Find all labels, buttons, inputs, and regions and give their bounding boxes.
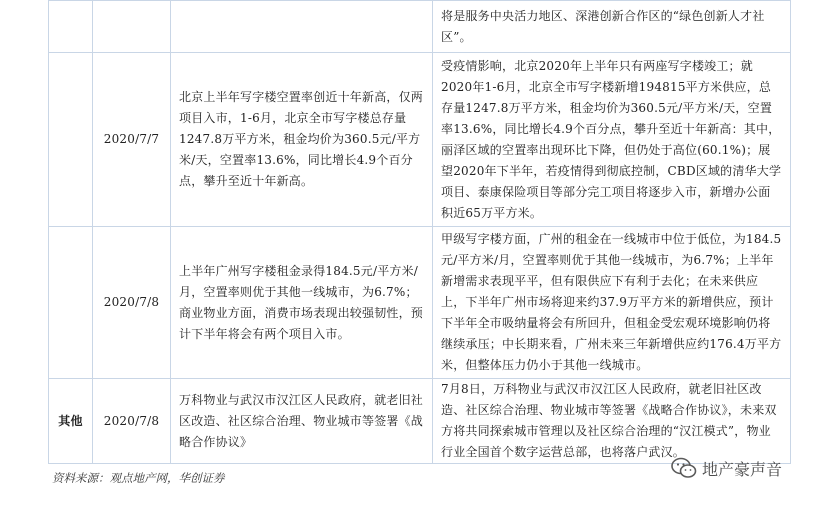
date-cell: 2020/7/8 (93, 227, 171, 379)
category-cell (49, 227, 93, 379)
table-row (49, 53, 791, 227)
date-cell (93, 1, 171, 53)
summary-cell: 万科物业与武汉市汉江区人民政府，就老旧社区改造、社区综合治理、物业城市等签署《战略合作协议》 (171, 379, 433, 464)
table-row (49, 1, 791, 53)
table-row (49, 227, 791, 379)
wechat-icon (670, 456, 698, 480)
date-cell: 2020/7/7 (93, 53, 171, 227)
category-cell: 其他 (49, 379, 93, 464)
summary-cell: 北京上半年写字楼空置率创近十年新高，仅两项目入市，1-6月，北京全市写字楼总存量1247.8万平方米，租金均价为360.5元/平方米/天，空置率13.6%，同比增长4.9个百分点，攀升至近十年新高。 (171, 53, 433, 227)
news-table (48, 0, 791, 464)
watermark (670, 456, 782, 480)
date-cell: 2020/7/8 (93, 379, 171, 464)
detail-cell: 受疫情影响，北京2020年上半年只有两座写字楼竣工；就2020年1-6月，北京全市写字楼新增194815平方米供应，总存量1247.8万平方米，租金均价为360.5元/平方米/天，空置率13.6%，同比增长4.9个百分点，攀升至近十年新高：其中，丽泽区域的空置率出现环比下降，但仍处于高位(60.1%)；展望2020年下半年，若疫情得到彻底控制，CBD区域的清华大学项目、泰康保险项目等部分完工项目将逐步入市，新增办公面积近65万平方米。 (433, 53, 791, 227)
table-row (49, 379, 791, 464)
detail-cell: 将是服务中央活力地区、深港创新合作区的“绿色创新人才社区”。 (433, 1, 791, 53)
category-cell (49, 53, 93, 227)
summary-cell: 上半年广州写字楼租金录得184.5元/平方米/月，空置率则优于其他一线城市，为6.7%；商业物业方面，消费市场表现出较强韧性，预计下半年将会有两个项目入市。 (171, 227, 433, 379)
source-note: 资料来源：观点地产网，华创证券 (52, 471, 225, 485)
category-cell (49, 1, 93, 53)
detail-cell: 7月8日，万科物业与武汉市汉江区人民政府，就老旧社区改造、社区综合治理、物业城市等签署《战略合作协议》，未来双方将共同探索城市管理以及社区综合治理的“汉江模式”，物业行业全国首个数字运营总部，也将落户武汉。 (433, 379, 791, 464)
watermark-text: 地产豪声音 (702, 459, 783, 479)
detail-cell: 甲级写字楼方面，广州的租金在一线城市中位于低位，为184.5元/平方米/月，空置率则优于其他一线城市，为6.7%；上半年新增需求表现平平，但有限供应下有利于去化；在未来供应上，下半年广州市场将迎来约37.9万平方米的新增供应，预计下半年全市吸纳量将会有所回升，但租金受宏观环境影响仍将继续承压；中长期来看，广州未来三年新增供应约176.4万平方米，但整体压力仍小于其他一线城市。 (433, 227, 791, 379)
summary-cell (171, 1, 433, 53)
